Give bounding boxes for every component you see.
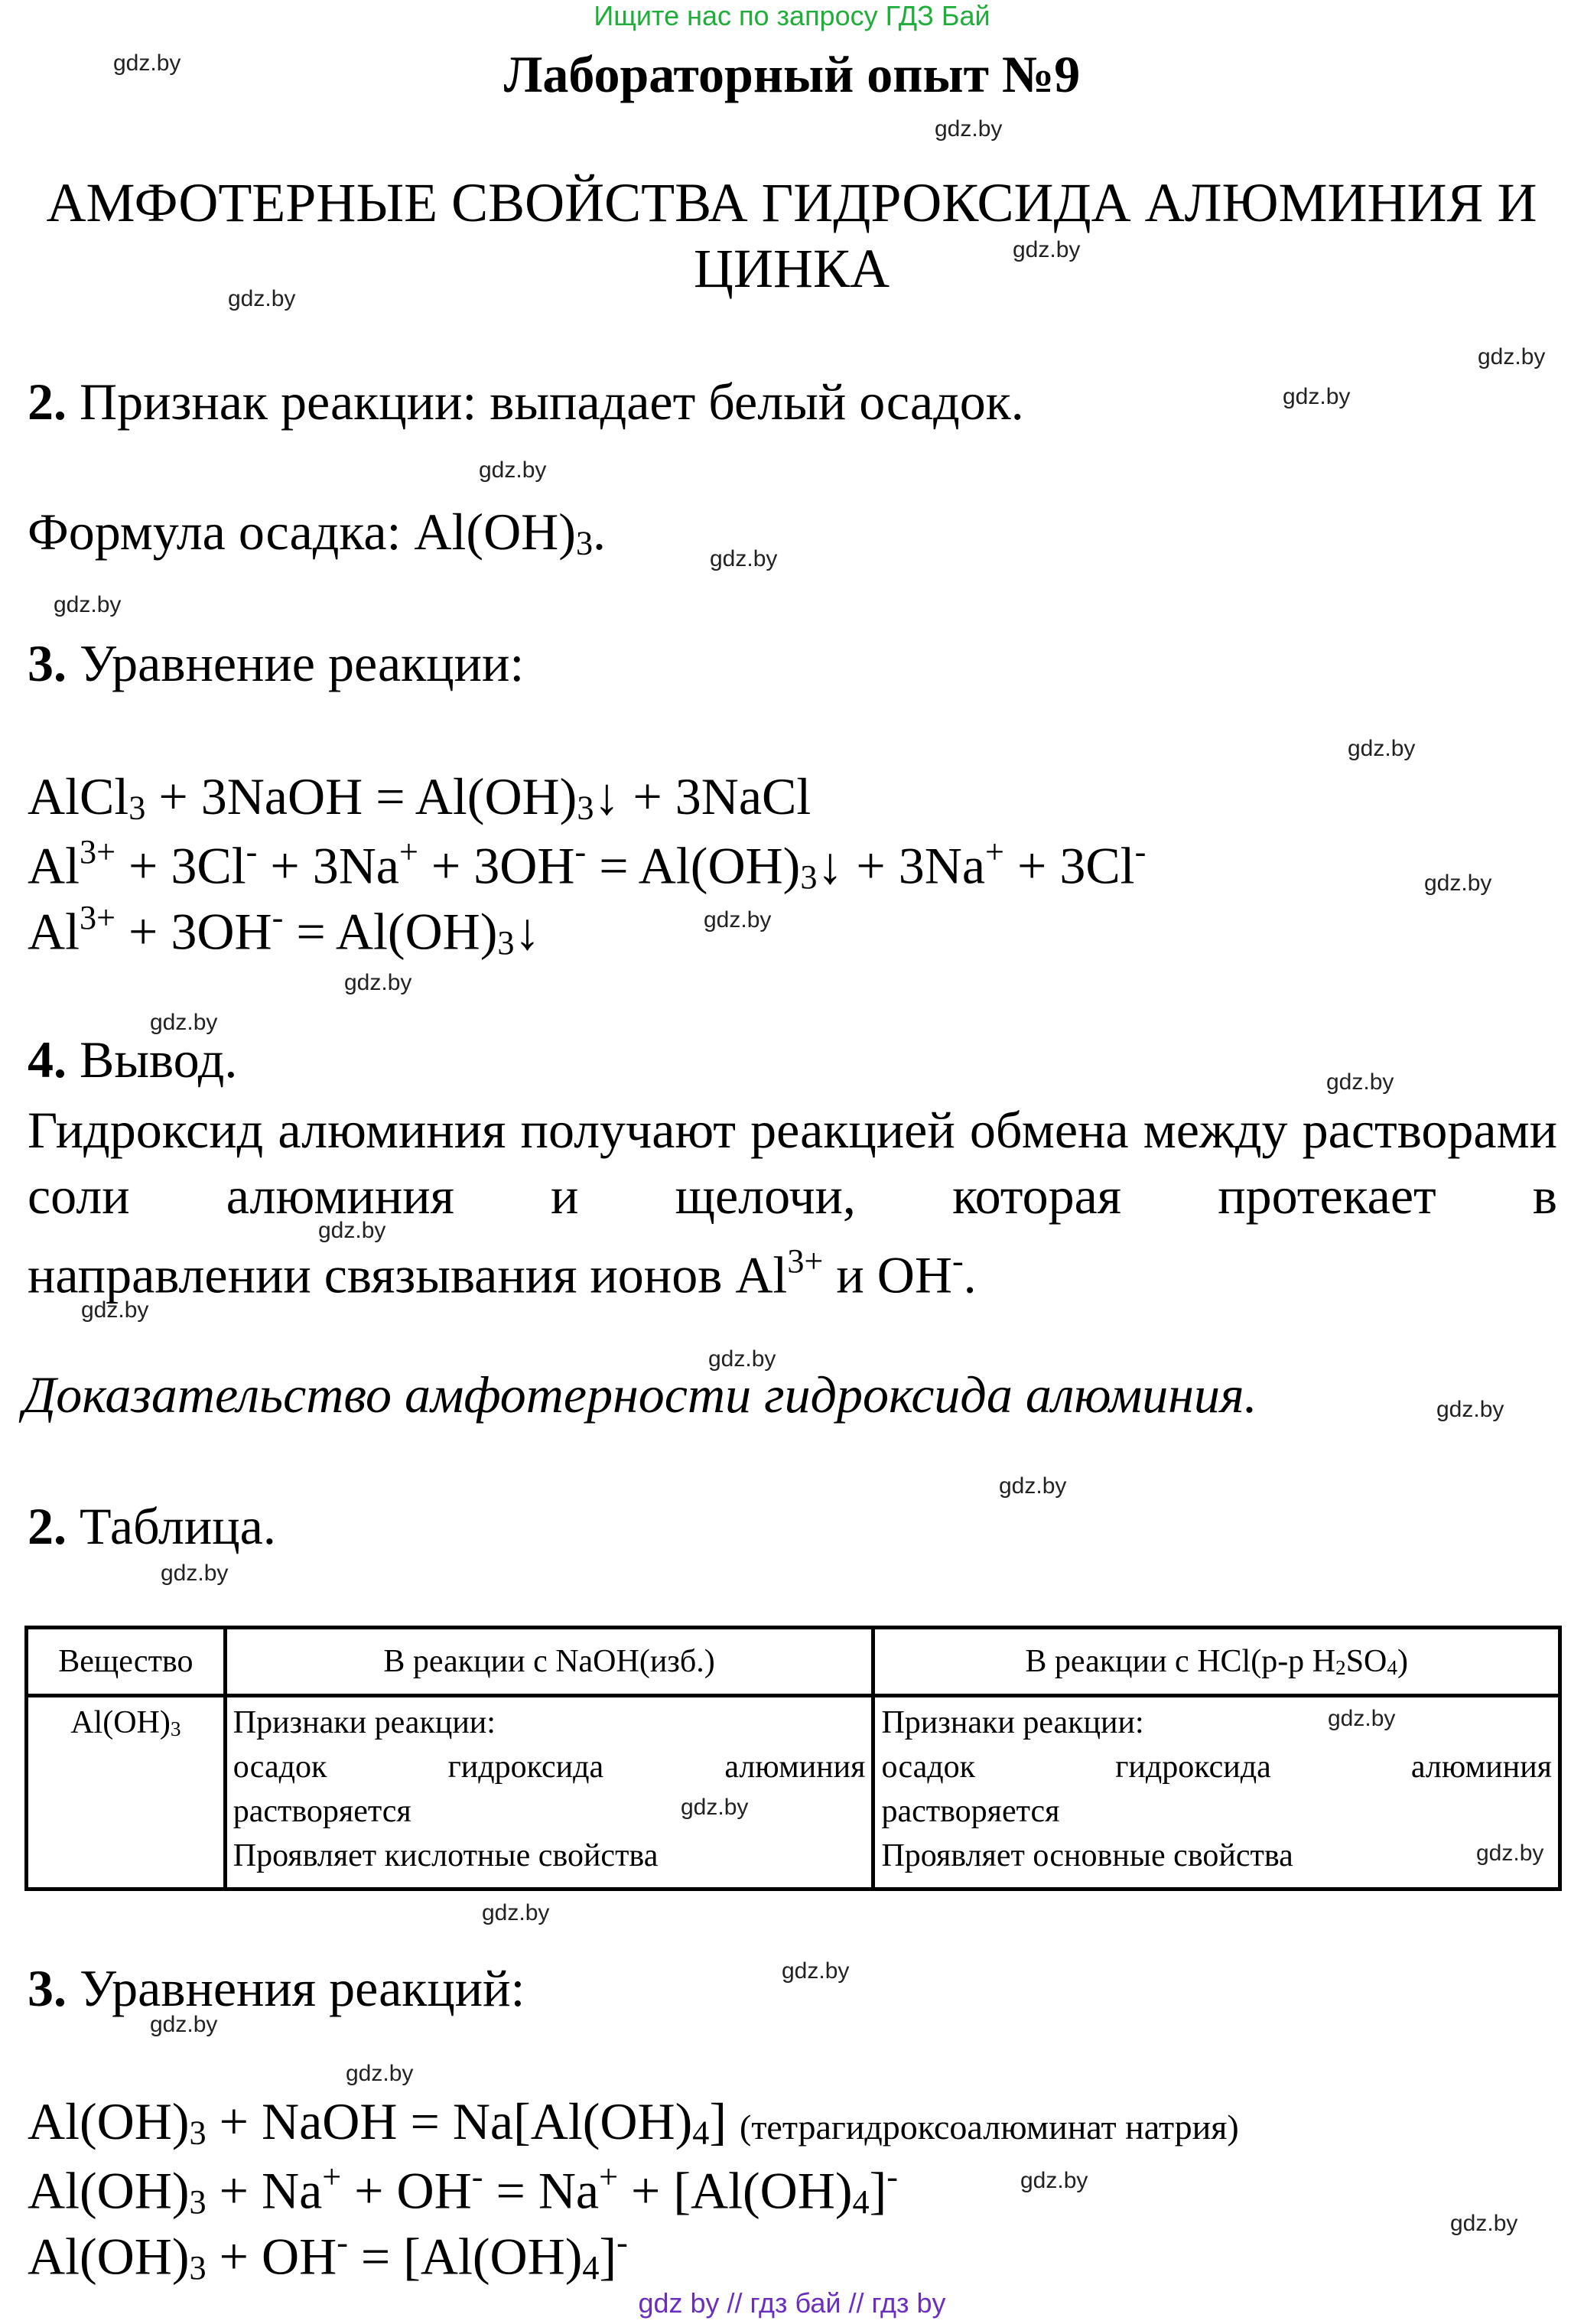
conclusion-last-text: направлении связывания ионов: [28, 1245, 723, 1304]
watermark: gdz.by: [482, 1900, 550, 1925]
equation-2-full-ionic: $Al(OH)_3 + Na^+ + OH^- = Na^+ + [Al(OH)_4]^-$: [28, 2158, 898, 2221]
item-3-equations-heading: [28, 1958, 525, 2019]
watermark: gdz.by: [161, 1561, 229, 1586]
watermark: gdz.by: [113, 50, 181, 76]
watermark: gdz.by: [1328, 1706, 1396, 1731]
table-row: [27, 1696, 1560, 1889]
header-substance: Вещество: [27, 1628, 226, 1696]
hcl-dissolves: растворяется: [881, 1794, 1060, 1829]
watermark: gdz.by: [999, 1473, 1067, 1499]
header-hcl: В реакции с HCl(р-р $H_2SO_4$): [873, 1628, 1560, 1696]
properties-table: [24, 1626, 1562, 1891]
signs-label: Признаки реакции:: [233, 1705, 496, 1740]
header-search-link[interactable]: Ищите нас по запросу ГДЗ Бай: [594, 0, 990, 31]
naoh-line1: осадок гидроксида алюминия: [233, 1750, 866, 1785]
footer-links[interactable]: gdz by // гдз бай // гдз by: [638, 2287, 946, 2319]
watermark: gdz.by: [1326, 1069, 1394, 1095]
conclusion-paragraph: [28, 1097, 1557, 1308]
watermark: gdz.by: [1348, 736, 1416, 761]
item-2-table-heading: [28, 1496, 276, 1557]
watermark: gdz.by: [318, 1218, 386, 1243]
item-number: 2.: [28, 373, 67, 431]
item-4-conclusion-heading: [28, 1030, 237, 1090]
watermark: gdz.by: [344, 970, 412, 995]
watermark: gdz.by: [150, 1010, 218, 1035]
watermark: gdz.by: [681, 1795, 749, 1820]
watermark: gdz.by: [1424, 871, 1492, 896]
watermark: gdz.by: [54, 592, 122, 617]
page-subtitle: АМФОТЕРНЫЕ СВОЙСТВА ГИДРОКСИДА АЛЮМИНИЯ И ЦИНКА: [46, 172, 1537, 299]
cell-hcl: [873, 1696, 1560, 1889]
item-number: 3.: [28, 634, 67, 692]
item-number: 3.: [28, 1959, 67, 2017]
conclusion-last-line: направлении связывания ионов $Al^{3+}$ и OH-.: [28, 1242, 977, 1304]
equation-note: (тетрагидроксоалюминат натрия): [740, 2108, 1239, 2147]
watermark: gdz.by: [150, 2012, 218, 2037]
formula-label: Формула осадка:: [28, 503, 402, 561]
equation-2-molecular: $Al(OH)_3$ + NaOH = $Na[Al(OH)_4]$ (тетрагидроксоалюминат натрия): [28, 2092, 1239, 2152]
watermark: gdz.by: [346, 2061, 414, 2086]
watermark: gdz.by: [1013, 237, 1081, 262]
item-2-sign: [28, 372, 1024, 432]
watermark: gdz.by: [1283, 384, 1351, 409]
watermark: gdz.by: [228, 286, 296, 311]
watermark: gdz.by: [1476, 1841, 1544, 1866]
equation-molecular: AlCl$_3$ + 3NaOH = $Al(OH)_3↓$ + 3NaCl: [28, 767, 812, 827]
item-3-equation-heading: [28, 633, 524, 694]
item-number: 4.: [28, 1030, 67, 1089]
table-header-row: [27, 1628, 1560, 1696]
watermark: gdz.by: [1478, 344, 1546, 369]
signs-label: Признаки реакции:: [881, 1705, 1144, 1740]
precipitate-formula: Формула осадка: $Al(OH)_3$.: [28, 503, 607, 562]
item-text: Уравнения реакций:: [80, 1959, 525, 2017]
equation-short-ionic: $Al^{3+} + 3OH^-$ = $Al(OH)_3↓$: [28, 899, 541, 962]
header-naoh: В реакции с NaOH(изб.): [225, 1628, 873, 1696]
watermark: gdz.by: [704, 907, 772, 933]
watermark: gdz.by: [935, 116, 1003, 142]
naoh-dissolves: растворяется: [233, 1794, 411, 1829]
item-text: Признак реакции: выпадает белый осадок.: [80, 373, 1024, 431]
watermark: gdz.by: [708, 1346, 776, 1372]
equation-2-short-ionic: $Al(OH)_3 + OH^- = [Al(OH)_4]^-$: [28, 2224, 628, 2287]
watermark: gdz.by: [710, 546, 778, 571]
page-title: Лабораторный опыт №9: [503, 45, 1081, 103]
hcl-line1: осадок гидроксида алюминия: [881, 1750, 1552, 1785]
header-hcl-text: В реакции с HCl(р-р: [1025, 1643, 1305, 1679]
hcl-property: Проявляет основные свойства: [881, 1838, 1293, 1873]
watermark: gdz.by: [479, 457, 547, 483]
watermark: gdz.by: [1450, 2211, 1518, 2236]
item-text: Уравнение реакции:: [80, 634, 525, 692]
watermark: gdz.by: [1436, 1397, 1504, 1422]
naoh-property: Проявляет кислотные свойства: [233, 1838, 659, 1873]
conclusion-and: и: [836, 1245, 864, 1304]
watermark: gdz.by: [1020, 2168, 1088, 2193]
watermark: gdz.by: [782, 1958, 850, 1984]
item-number: 2.: [28, 1497, 67, 1555]
cell-substance: $Al(OH)_3$: [27, 1696, 226, 1889]
equation-full-ionic: $Al^{3+} + 3Cl^- + 3Na^+ + 3OH^-$ = $Al(OH)_3↓ + 3Na^+ + 3Cl^-$: [28, 833, 1147, 897]
item-text: Вывод.: [80, 1030, 238, 1089]
conclusion-text: Гидроксид алюминия получают реакцией обмена между растворами соли алюминия и щелочи, которая протекает в: [28, 1101, 1557, 1225]
watermark: gdz.by: [81, 1297, 149, 1323]
item-text: Таблица.: [80, 1497, 276, 1555]
proof-heading: Доказательство амфотерности гидроксида алюминия.: [23, 1365, 1257, 1424]
cell-naoh: [225, 1696, 873, 1889]
